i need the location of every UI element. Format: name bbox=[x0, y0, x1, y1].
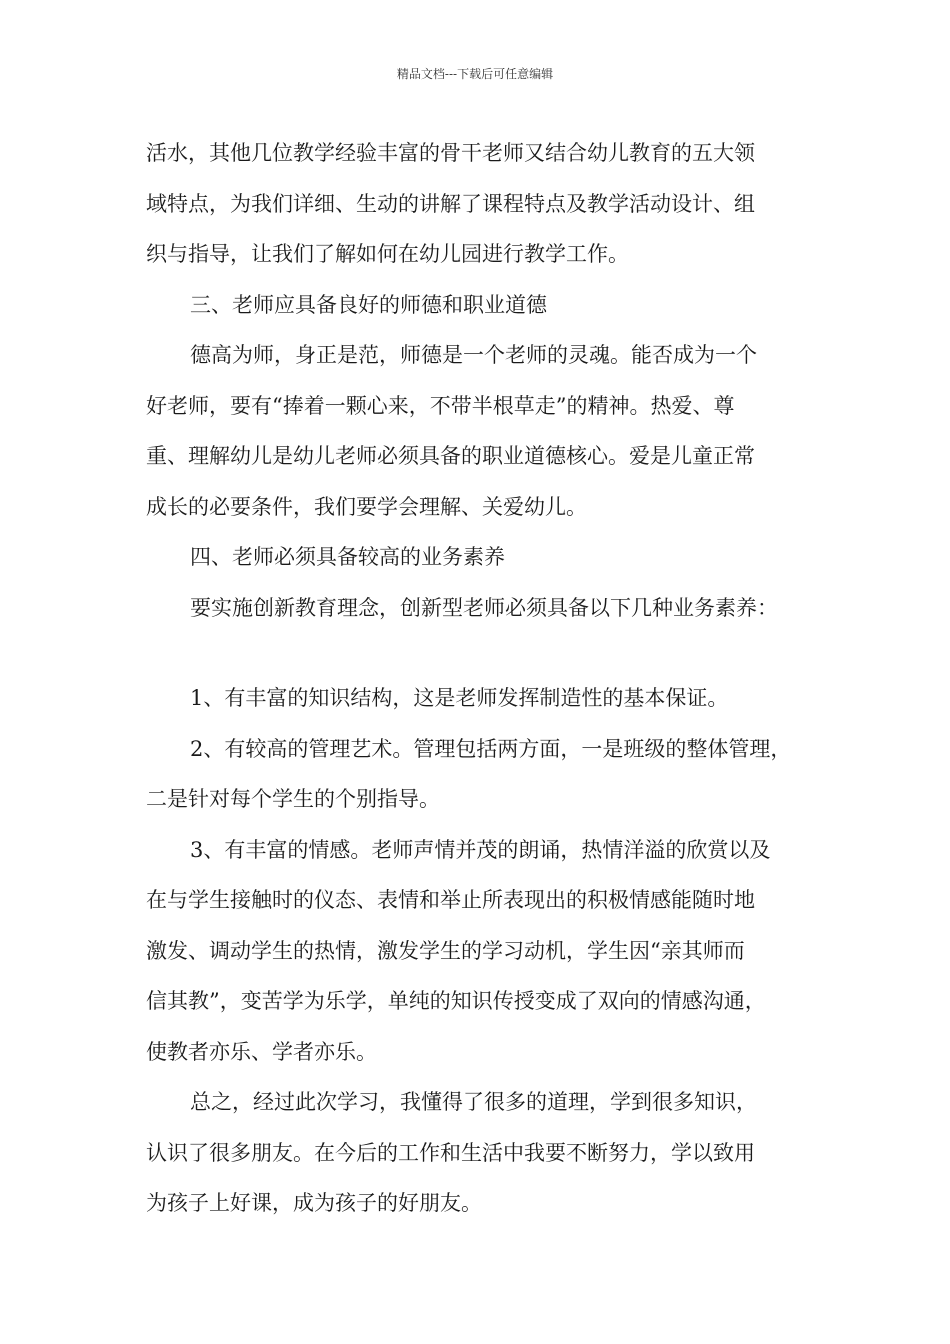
paragraph-line: 织与指导，让我们了解如何在幼儿园进行教学工作。 bbox=[146, 242, 629, 266]
list-item-3: 3、有丰富的情感。老师声情并茂的朗诵，热情洋溢的欣赏以及 bbox=[190, 837, 771, 862]
paragraph-line: 认识了很多朋友。在今后的工作和生活中我要不断努力，学以致用 bbox=[146, 1140, 755, 1165]
page-header: 精品文档---下载后可任意编辑 bbox=[396, 67, 554, 81]
list-item-1: 1、有丰富的知识结构，这是老师发挥制造性的基本保证。 bbox=[190, 686, 729, 710]
paragraph-line: 为孩子上好课，成为孩子的好朋友。 bbox=[146, 1191, 482, 1215]
section-heading-4: 四、老师必须具备较高的业务素养 bbox=[190, 545, 505, 569]
paragraph-line: 使教者亦乐、学者亦乐。 bbox=[146, 1039, 377, 1064]
paragraph-line: 二是针对每个学生的个别指导。 bbox=[146, 787, 440, 811]
paragraph-line: 激发、调动学生的热情，激发学生的学习动机，学生因“亲其师而 bbox=[146, 938, 745, 963]
paragraph-line: 好老师，要有“捧着一颗心来，不带半根草走”的精神。热爱、尊 bbox=[146, 393, 735, 418]
section-heading-3: 三、老师应具备良好的师德和职业道德 bbox=[190, 292, 547, 317]
paragraph-line: 域特点，为我们详细、生动的讲解了课程特点及教学活动设计、组 bbox=[146, 191, 755, 216]
paragraph-line: 成长的必要条件，我们要学会理解、关爱幼儿。 bbox=[146, 494, 587, 519]
paragraph-line: 要实施创新教育理念，创新型老师必须具备以下几种业务素养： bbox=[190, 595, 778, 620]
paragraph-line: 德高为师，身正是范，师德是一个老师的灵魂。能否成为一个 bbox=[190, 343, 757, 367]
paragraph-line: 重、理解幼儿是幼儿老师必须具备的职业道德核心。爱是儿童正常 bbox=[146, 444, 755, 468]
blank-space bbox=[146, 633, 816, 673]
conclusion-line: 总之，经过此次学习，我懂得了很多的道理，学到很多知识， bbox=[190, 1090, 757, 1114]
list-item-2: 2、有较高的管理艺术。管理包括两方面，一是班级的整体管理， bbox=[190, 736, 792, 761]
paragraph-line: 信其教”，变苦学为乐学，单纯的知识传授变成了双向的情感沟通， bbox=[146, 989, 766, 1013]
document-body bbox=[146, 128, 816, 1229]
paragraph-line: 在与学生接触时的仪态、表情和举止所表现出的积极情感能随时地 bbox=[146, 888, 755, 912]
paragraph-line: 活水，其他几位教学经验丰富的骨干老师又结合幼儿教育的五大领 bbox=[146, 141, 755, 165]
